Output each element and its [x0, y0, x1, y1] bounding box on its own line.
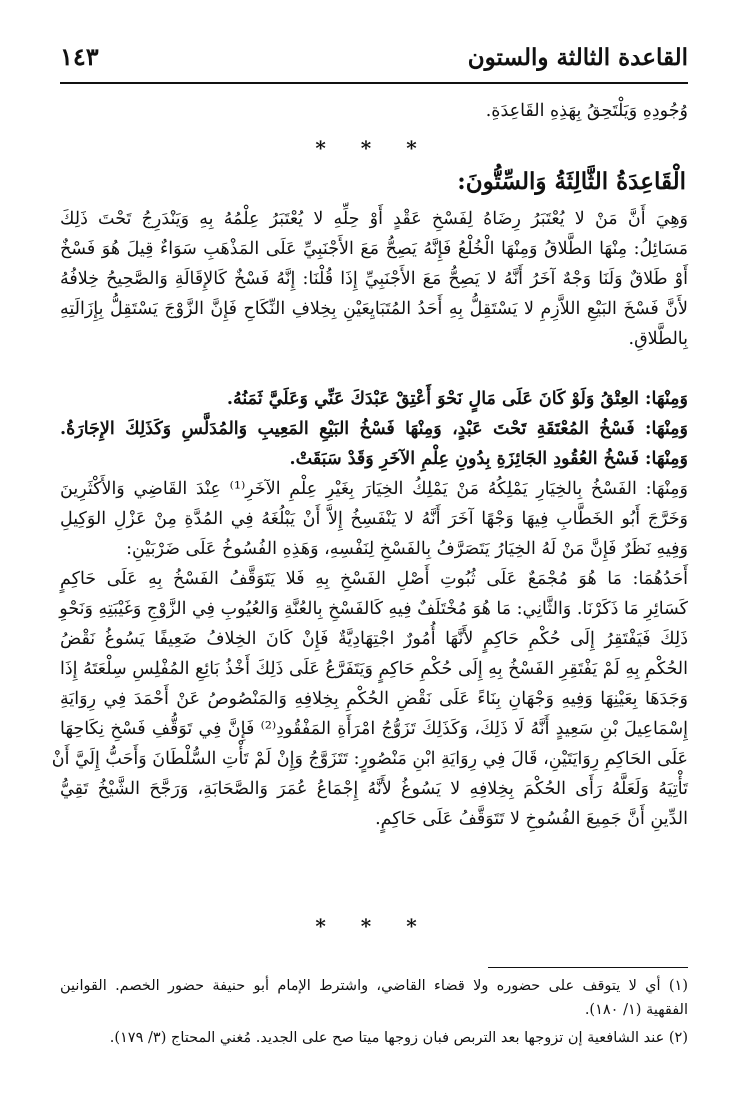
- text-line: كَسَائِرِ مَا ذَكَرْنَا. وَالثَّانِي: مَا هُوَ مُخْتَلَفٌ فِيهِ كَالفَسْخِ بِالعُنَّةِ وَالعُيُوبِ فِي الزَّوْجِ وَغَيْبَتِهِ وَنَحْوِ: [59, 599, 688, 619]
- page-header: [60, 40, 688, 84]
- footnote-divider: [488, 967, 688, 968]
- rule-heading: الْقَاعِدَةُ الثَّالِثَةُ وَالسِّتُّونَ:: [457, 168, 686, 195]
- text-line: أَحَدُهُمَا: مَا هُوَ مُجْمَعٌ عَلَى ثُبُوتِ أَصْلِ الفَسْخِ بِهِ فَلا يَتَوَقَّفُ الفَسْخُ بِهِ عَلَى حَاكِمٍ: [60, 569, 688, 589]
- text-line: وَخَرَّجَ أَبُو الخَطَّابِ فِيهَا وَجْهًا آخَرَ أَنَّهُ لا يَنْفَسِخُ إِلاَّ أَنْ يَبْلُغَهُ فِي المُدَّةِ مِنْ عَزْلِ الوَكِيلِ: [60, 509, 688, 529]
- text-line: تَأْتِيَهُ وَلَعَلَّهُ رَأَى الحُكْمَ بِخِلافِهِ لا يَسُوغُ لأَنَّهُ إِجْمَاعُ عُمَرَ وَالصَّحَابَةِ، وَرَجَّحَ الشَّيْخُ تَقِيُّ: [60, 779, 688, 799]
- text-line: وُجُودِهِ وَيَلْتَحِقُ بِهَذِهِ القَاعِدَةِ.: [485, 101, 688, 121]
- text-line: الحُكْمِ بِهِ لَمْ يَفْتَقِرِ الفَسْخُ بِهِ إِلَى حُكْمِ حَاكِمٍ وَيَتَفَرَّعُ عَلَى ذَلِكَ أَخْذُ بَائِعِ المُفْلِسِ سِلْعَتَهُ إِذَا: [60, 659, 688, 679]
- text-line: وَمِنْهَا: فَسْخُ المُعْتَقَةِ تَحْتَ عَبْدٍ، وَمِنْهَا فَسْخُ البَيْعِ المَعِيبِ وَالمُدَلَّسِ وَكَذَلِكَ الإِجَارَةُ.: [60, 419, 688, 439]
- text-line: وَجَدَهَا بِعَيْنِهَا وَفِيهِ وَجْهَانِ بِنَاءً عَلَى نَقْضِ الحُكْمِ بِخِلافِهِ وَالمَنْصُوصُ عَنْ أَحْمَدَ فِي رِوَايَةِ: [60, 689, 688, 709]
- text-line: وَمِنْهَا: العِتْقُ وَلَوْ كَانَ عَلَى مَالٍ نَحْوَ أَعْتِقْ عَبْدَكَ عَنِّي وَعَلَيَّ ثَمَنُهُ.: [226, 389, 688, 409]
- text-line: عَلَى الحَاكِمِ رِوَايَتَيْنِ، قَالَ فِي رِوَايَةِ ابْنِ مَنْصُورٍ: تَتَزَوَّجُ وَإِنْ لَمْ تَأْتِ السُّلْطَانَ وَأَحَبُّ إِلَيَّ أَنْ: [51, 749, 688, 769]
- section-separator: * * *: [315, 914, 431, 938]
- text-line: وَهِيَ أَنَّ مَنْ لا يُعْتَبَرُ رِضَاهُ لِفَسْخِ عَقْدٍ أَوْ حِلِّهِ لا يُعْتَبَرُ عِلْمُهُ بِهِ وَيَنْدَرِجُ تَحْتَ ذَلِكَ: [60, 209, 688, 229]
- text-line: وَمِنْهَا: الفَسْخُ بِالخِيَارِ يَمْلِكُهُ مَنْ يَمْلِكُ الخِيَارَ بِغَيْرِ عِلْمِ الآخَرِ⁽¹⁾ عِنْدَ القَاضِي وَالأَكْثَرِينَ: [60, 479, 688, 499]
- text-line: وَمِنْهَا: فَسْخُ العُقُودِ الجَائِزَةِ بِدُونِ عِلْمِ الآخَرِ وَقَدْ سَبَقَتْ.: [289, 449, 688, 469]
- footnote-2: (٢) عند الشافعية إن تزوجها بعد التربص فبان زوجها ميتا صح على الجديد. مُغني المحتاج (٣/ ١٧٩).: [109, 1030, 688, 1046]
- page-number: ١٤٣: [60, 42, 99, 71]
- text-line: الدِّينِ أَنَّ جَمِيعَ الفُسُوخِ لا تَتَوَقَّفُ عَلَى حَاكِمٍ.: [375, 809, 688, 829]
- text-line: مَسَائِلُ: مِنْهَا الطَّلاقُ وَمِنْهَا الْخُلْعُ فَإِنَّهُ يَصِحُّ مَعَ الأَجْنَبِيِّ عَلَى المَذْهَبِ سَوَاءٌ قِيلَ هُوَ فَسْخٌ: [60, 239, 688, 259]
- section-separator: * * *: [315, 136, 431, 160]
- text-line: أَوْ طَلاقٌ وَلَنَا وَجْهٌ آخَرُ أَنَّهُ لا يَصِحُّ مَعَ الأَجْنَبِيِّ إِذَا قُلْنَا: إِنَّهُ فَسْخٌ كَالإِقَالَةِ وَالصَّحِيحُ خِلافُهُ: [60, 269, 688, 289]
- running-title: القاعدة الثالثة والستون: [467, 44, 688, 71]
- text-line: لأَنَّ فَسْخَ البَيْعِ اللاَّزِمِ لا يَسْتَقِلُّ بِهِ أَحَدُ المُتَبَايِعَيْنِ بِخِلافِ النِّكَاحِ فَإِنَّ الزَّوْجَ يَسْتَقِلُّ بِإِزَالَتِهِ: [60, 299, 688, 319]
- text-line: وَفِيهِ نَظَرٌ فَإِنَّ مَنْ لَهُ الخِيَارُ يَتَصَرَّفُ بِالفَسْخِ لِنَفْسِهِ، وَهَذِهِ الفُسُوخُ عَلَى ضَرْبَيْنِ:: [126, 539, 688, 559]
- text-line: ذَلِكَ فَيَفْتَقِرُ إِلَى حُكْمِ حَاكِمٍ لأَنَّهَا أُمُورٌ اجْتِهَادِيَّةٌ فَإِنْ كَانَ الخِلافُ ضَعِيفًا يَسُوغُ نَقْضُ: [60, 629, 688, 649]
- footnote-1-line-1: (١) أي لا يتوقف على حضوره ولا قضاء القاضي، واشترط الإمام أبو حنيفة حضور الخصم. القوانين: [60, 978, 688, 994]
- text-line: بِالطَّلاقِ.: [628, 329, 688, 349]
- footnote-1-line-2: الفقهية (١/ ١٨٠).: [584, 1002, 688, 1018]
- text-line: إِسْمَاعِيلَ بْنِ سَعِيدٍ أَنَّهُ لَا ذَلِكَ، وَكَذَلِكَ تَزَوُّجُ امْرَأَةِ المَفْقُودِ⁽²⁾ فَإِنَّ فِي تَوَقُّفِ فَسْخِ نِكَاحِهَا: [60, 719, 688, 739]
